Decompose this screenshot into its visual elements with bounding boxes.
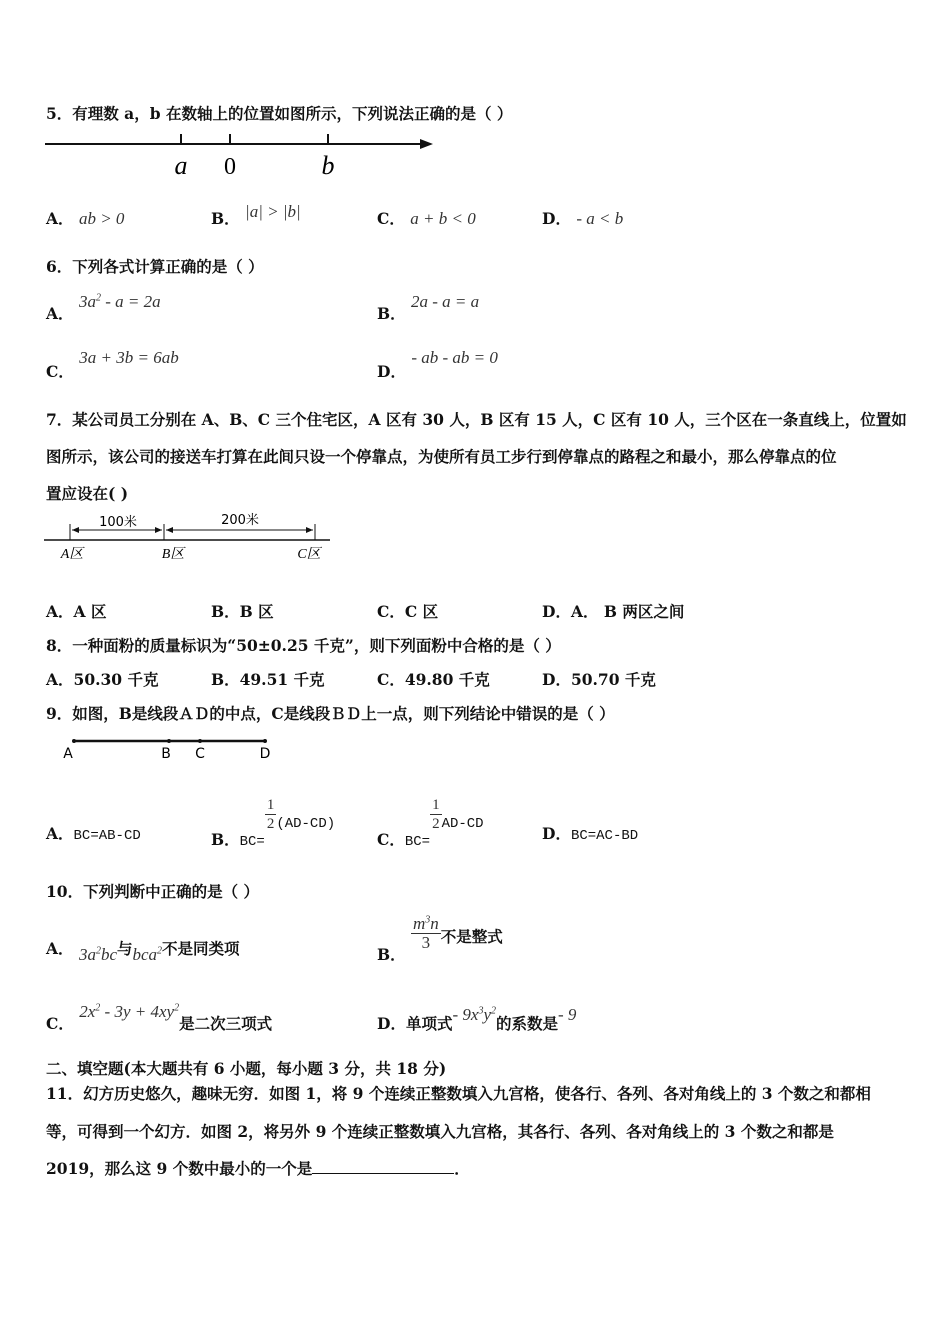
q8-stem: 8．一种面粉的质量标识为“50±0.25 千克”，则下列面粉中合格的是（ ） — [46, 636, 561, 655]
label-b: b — [321, 151, 335, 180]
q5-option-c[interactable]: C． a + b < 0 — [377, 209, 476, 228]
q7-option-b[interactable]: B．B 区 — [211, 602, 274, 621]
q9-segment-diagram — [55, 732, 285, 764]
q6-option-d[interactable]: D． - ab - ab = 0 — [377, 348, 498, 381]
q9-stem: 9．如图，B是线段ＡＤ的中点，C是线段ＢＤ上一点，则下列结论中错误的是（ ） — [46, 704, 615, 723]
q7-label-b: B区 — [161, 547, 185, 562]
q5-number-line — [40, 126, 440, 182]
q8-option-a[interactable]: A．50.30 千克 — [46, 670, 159, 689]
svg-text:C: C — [195, 746, 205, 762]
svg-text:D: D — [259, 746, 271, 762]
q7-label-a: A区 — [60, 547, 84, 562]
q9-option-d[interactable]: D．BC=AC-BD — [542, 824, 639, 844]
q10-option-d[interactable]: D．单项式- $9x^3y^2$的系数是- 9 — [377, 1005, 577, 1033]
q7-option-d[interactable]: D．A． B 两区之间 — [542, 602, 685, 621]
section-heading: 二、填空题(本大题共有 6 小题，每小题 3 分，共 18 分) — [46, 1059, 447, 1078]
q9-option-c[interactable]: C．BC= $\frac{1}{2}$ AD-CD — [377, 797, 484, 850]
q6-stem: 6．下列各式计算正确的是（ ） — [46, 257, 264, 276]
q7-label-c: C区 — [297, 547, 321, 562]
q9-point-a — [72, 739, 76, 743]
q8-option-c[interactable]: C．49.80 千克 — [377, 670, 490, 689]
label-zero: 0 — [224, 154, 236, 180]
q5-option-a[interactable]: A． ab > 0 — [46, 209, 125, 228]
q5-stem: 5．有理数 a，b 在数轴上的位置如图所示，下列说法正确的是（ ） — [46, 104, 513, 123]
label-a: a — [174, 151, 188, 180]
q9-point-b — [167, 739, 171, 743]
q5-option-b[interactable]: B． |a| > |b| — [211, 202, 301, 228]
q11-line3: 2019，那么这 9 个数中最小的一个是 ． — [46, 1159, 470, 1178]
q7-diagram — [42, 508, 342, 566]
q7-line2: 图所示，该公司的接送车打算在此间只设一个停靠点，为使所有员工步行到停靠点的路程之和最小，那么停靠点的位 — [46, 447, 837, 466]
q6-option-a[interactable]: A． $3a^2 - a = 2a$ — [46, 292, 161, 323]
q10-option-b[interactable]: B． $\frac{m^3n}{3}$ 不是整式 — [377, 914, 503, 964]
svg-text:B: B — [161, 746, 171, 762]
q7-label-100: 100米 — [99, 515, 137, 530]
q7-option-a[interactable]: A．A 区 — [46, 602, 107, 621]
svg-text:A: A — [63, 746, 73, 762]
q7-option-c[interactable]: C．C 区 — [377, 602, 439, 621]
q6-option-c[interactable]: C． 3a + 3b = 6ab — [46, 348, 179, 381]
q11-answer-blank[interactable] — [312, 1159, 454, 1174]
q7-line3: 置应设在( ) — [46, 484, 129, 503]
q11-line1: 11．幻方历史悠久，趣味无穷．如图 1，将 9 个连续正整数填入九宫格，使各行、各列、各对角线上的 3 个数之和都相 — [46, 1084, 871, 1103]
q9-point-d — [263, 739, 267, 743]
q7-line1: 7．某公司员工分别在 A、B、C 三个住宅区，A 区有 30 人，B 区有 15 人，C 区有 10 人，三个区在一条直线上，位置如 — [46, 410, 907, 429]
number-line-arrow — [420, 139, 433, 149]
q7-label-200: 200米 — [221, 513, 259, 528]
q9-option-a[interactable]: A．BC=AB-CD — [46, 824, 141, 844]
q10-option-a[interactable]: A． $3a^2bc$与bca$^2$不是同类项 — [46, 939, 240, 964]
q6-option-b[interactable]: B． 2a - a = a — [377, 292, 480, 323]
q10-option-c[interactable]: C． $2x^2 - 3y + 4xy^2$是二次三项式 — [46, 1002, 273, 1033]
q8-option-b[interactable]: B．49.51 千克 — [211, 670, 325, 689]
q10-stem: 10．下列判断中正确的是（ ） — [46, 882, 259, 901]
q11-line2: 等，可得到一个幻方．如图 2，将另外 9 个连续正整数填入九宫格，其各行、各列、各对角线上的 3 个数之和都是 — [46, 1122, 834, 1141]
q9-option-b[interactable]: B．BC= $\frac{1}{2}$ (AD-CD) — [211, 797, 336, 850]
q9-point-c — [198, 739, 202, 743]
q5-option-d[interactable]: D． - a < b — [542, 209, 624, 228]
q8-option-d[interactable]: D．50.70 千克 — [542, 670, 656, 689]
